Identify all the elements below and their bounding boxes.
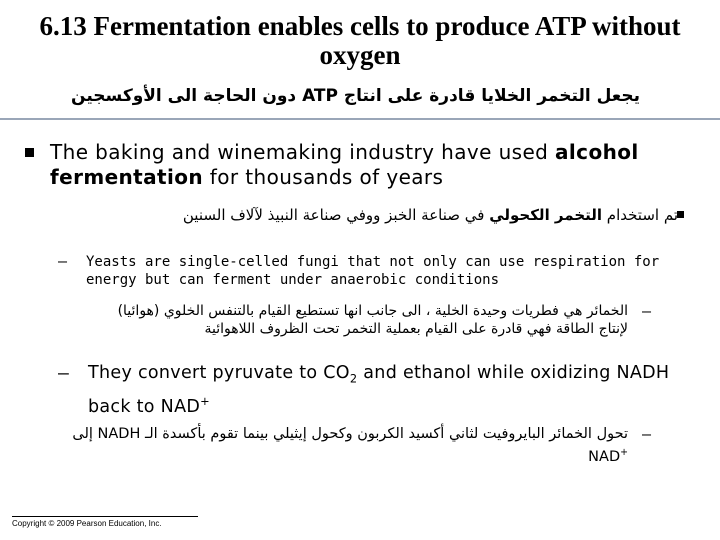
bullet-arabic-bold: التخمر الكحولي bbox=[489, 206, 603, 224]
nad-plus-superscript: + bbox=[620, 447, 628, 458]
copyright-divider bbox=[12, 516, 198, 517]
convert-text-mid: and ethanol while oxidizing NADH back to NAD bbox=[88, 363, 670, 417]
bullet-text-bold: alcohol fermentation bbox=[50, 140, 639, 189]
sub-bullet-yeasts-arabic-line2: لإنتاج الطاقة فهي قادرة على القيام بعملية التخمر تحت الظروف اللاهوائية bbox=[204, 321, 628, 337]
sub-bullet-yeasts-arabic-line1: الخمائر هي فطريات وحيدة الخلية ، الى جانب انها تستطيع القيام بالتنفس الخلوي (هوائيا) bbox=[117, 303, 628, 319]
copyright-text: Copyright © 2009 Pearson Education, Inc. bbox=[12, 519, 162, 528]
co2-subscript: 2 bbox=[349, 371, 358, 386]
sub-bullet-convert-arabic-line2 bbox=[588, 444, 628, 466]
bullet-arabic-pre: تم استخدام bbox=[602, 206, 678, 224]
bullet-text-pre: The baking and winemaking industry have used bbox=[50, 140, 556, 164]
bullet-arabic-post: في صناعة الخبز ووفي صناعة النبيذ لآلاف السنين bbox=[182, 206, 490, 224]
slide-title: 6.13 Fermentation enables cells to produce ATP without oxygen bbox=[39, 11, 681, 70]
sub-bullet-convert bbox=[88, 362, 688, 417]
bullet-arabic bbox=[183, 206, 678, 224]
dash-icon-2: – bbox=[58, 363, 69, 384]
bullet-text-post: for thousands of years bbox=[203, 165, 444, 189]
dash-icon: – bbox=[58, 252, 68, 270]
square-bullet-icon bbox=[25, 148, 34, 157]
sub-bullet-convert-arabic-line1: تحول الخمائر البايروفيت لثاني أكسيد الكربون وكحول إيثيلي بينما تقوم بأكسدة الـ NADH إلى bbox=[72, 426, 628, 442]
dash-icon-arabic: – bbox=[642, 302, 652, 320]
nad-superscript: + bbox=[200, 393, 210, 408]
title-divider bbox=[0, 118, 720, 120]
bullet-alcohol-fermentation bbox=[50, 140, 710, 190]
dash-icon-2-arabic: – bbox=[642, 425, 652, 443]
slide-title-arabic: يجعل التخمر الخلايا قادرة على انتاج ATP دون الحاجة الى الأوكسجين bbox=[71, 86, 640, 106]
convert-text-pre: They convert pyruvate to CO bbox=[88, 363, 350, 383]
sub-bullet-yeasts: Yeasts are single-celled fungi that not only can use respiration for energy but can ferment under anaerobic conditions bbox=[86, 254, 660, 288]
nad-text: NAD bbox=[588, 448, 621, 465]
square-bullet-icon-arabic bbox=[677, 211, 684, 218]
